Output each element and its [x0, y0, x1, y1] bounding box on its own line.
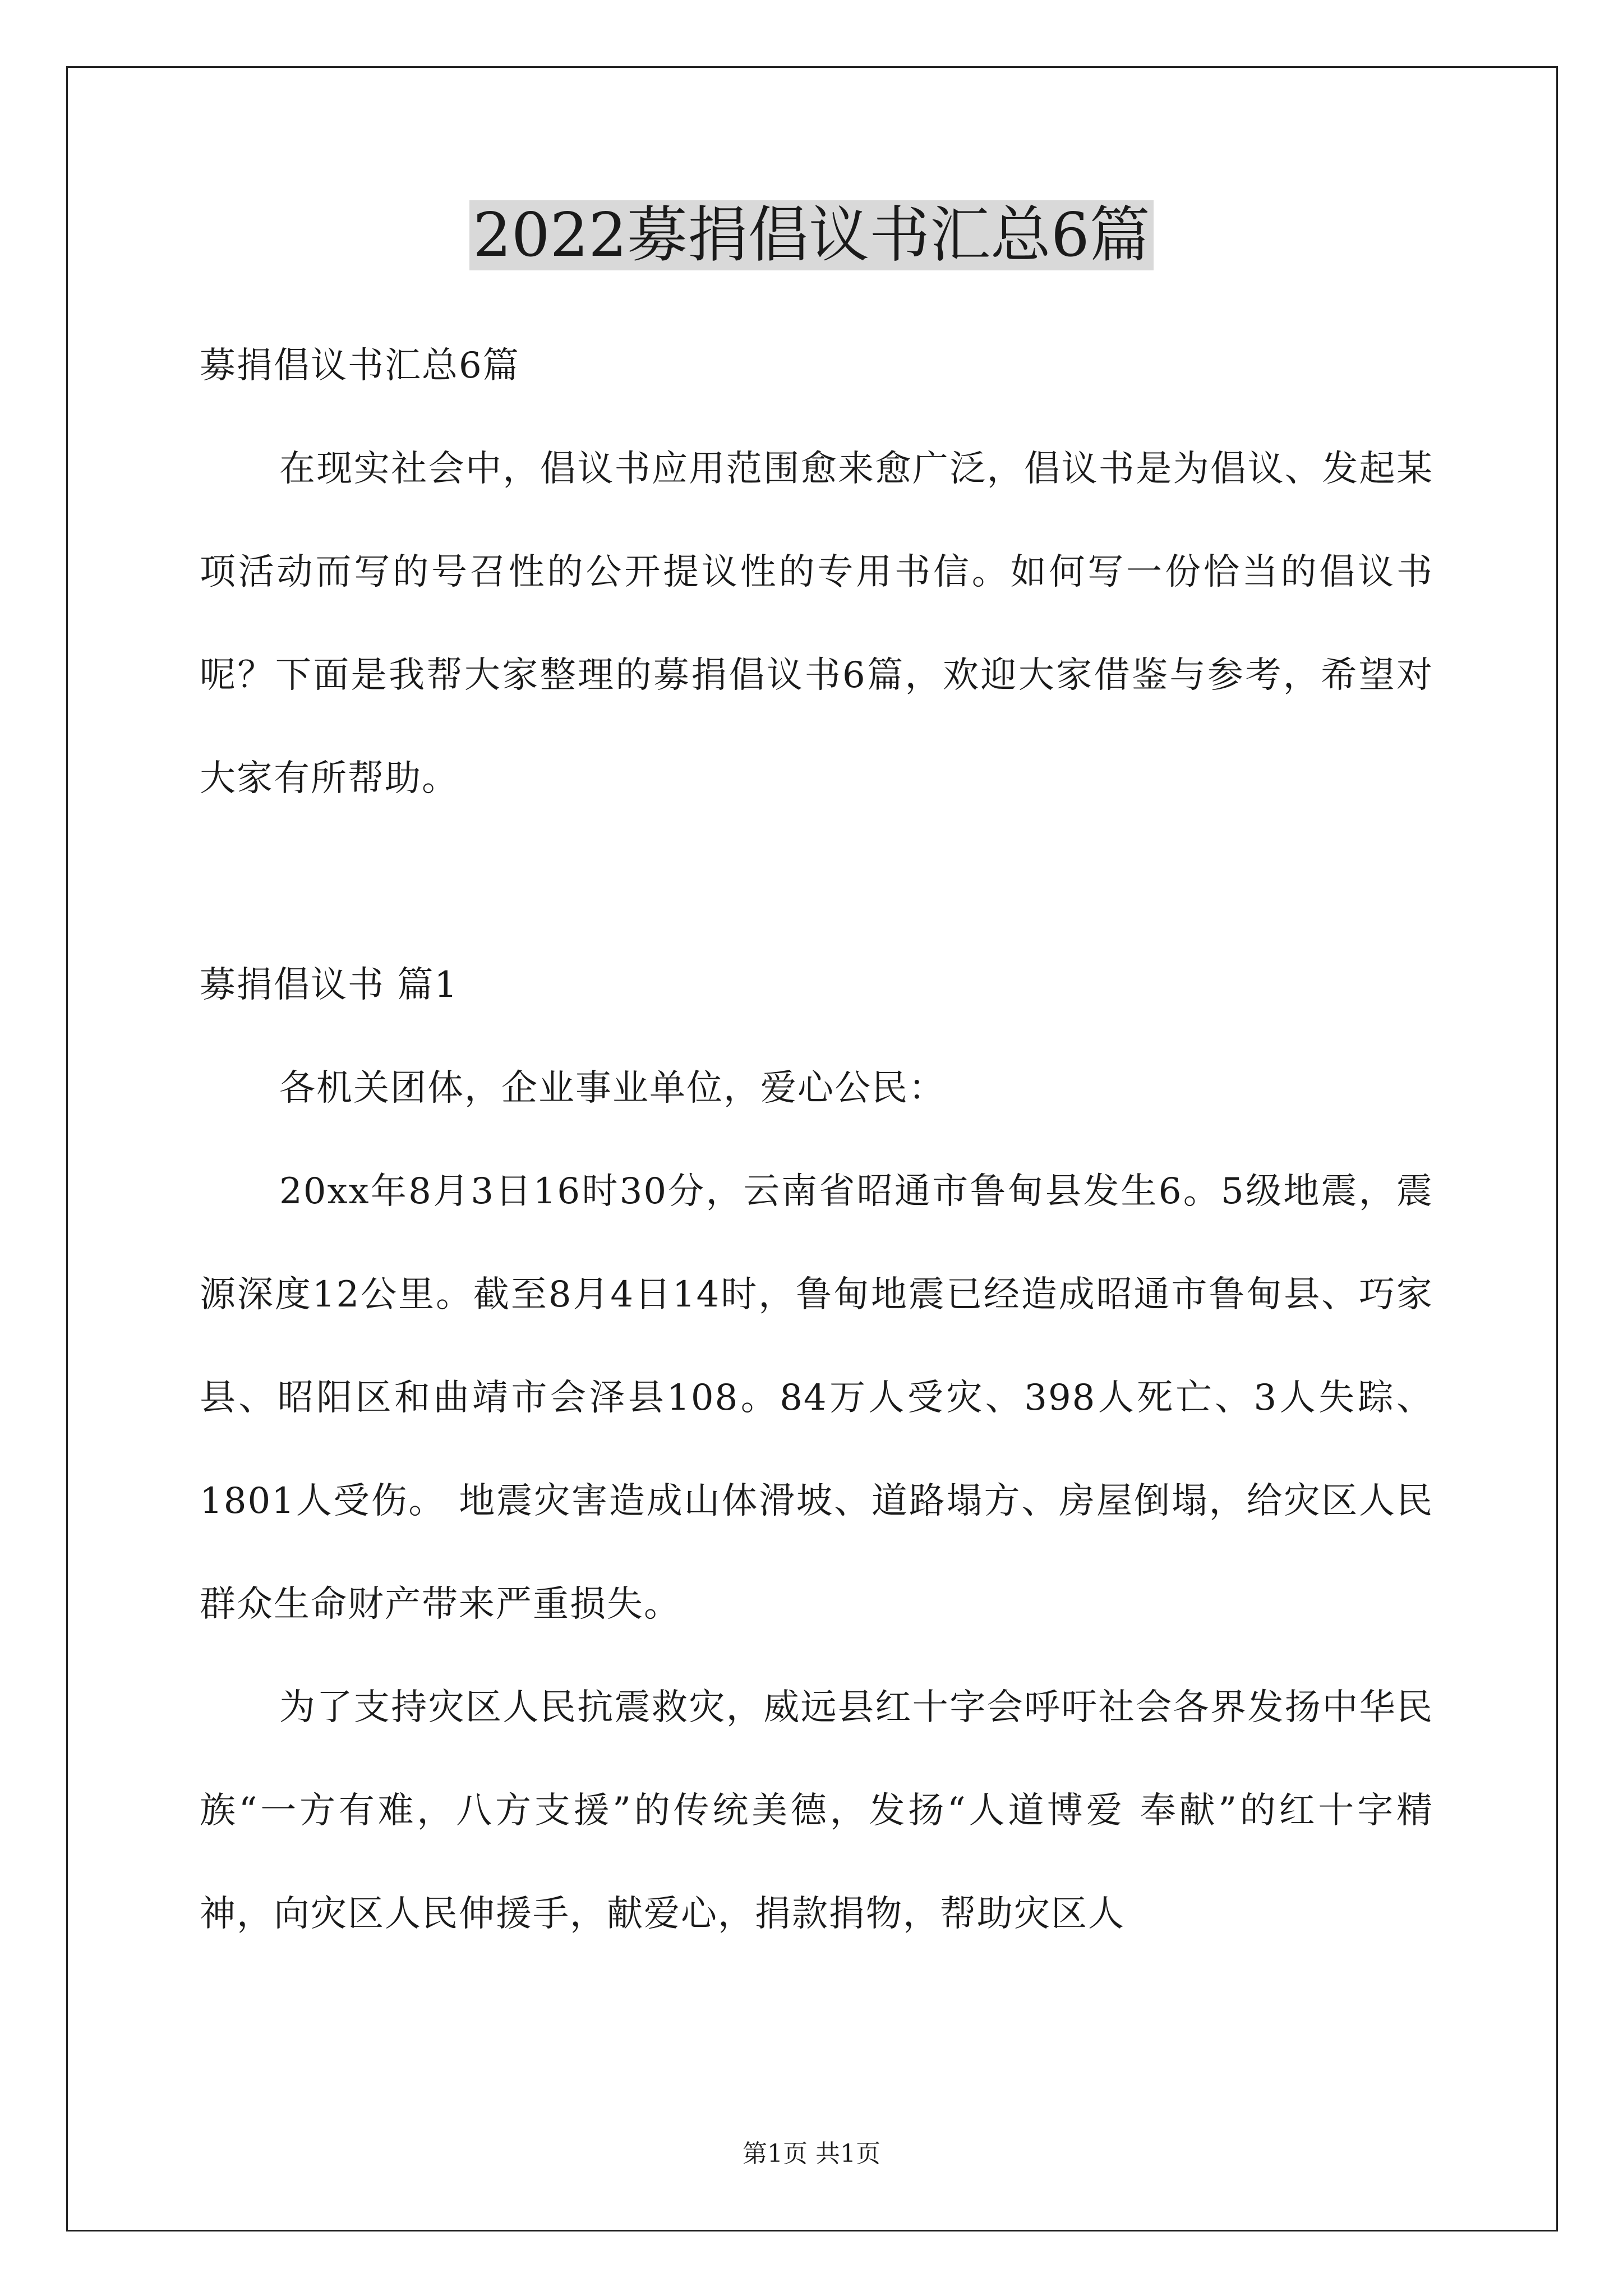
document-title — [0, 194, 1623, 278]
intro-paragraph: 在现实社会中，倡议书应用范围愈来愈广泛，倡议书是为倡议、发起某项活动而写的号召性的公开提议性的专用书信。如何写一份恰当的倡议书呢？下面是我帮大家整理的募捐倡议书6篇，欢迎大家借鉴与参考，希望对大家有所帮助。 — [200, 448, 1433, 799]
document-body — [200, 314, 1433, 1966]
page-footer: 第1页 共1页 — [743, 2139, 880, 2168]
body-paragraph-1: 20xx年8月3日16时30分，云南省昭通市鲁甸县发生6。5级地震，震源深度12公里。截至8月4日14时，鲁甸地震已经造成昭通市鲁甸县、巧家县、昭阳区和曲靖市会泽县108。84万人受灾、398人死亡、3人失踪、1801人受伤。 地震灾害造成山体滑坡、道路塌方、房屋倒塌，给灾区人民群众生命财产带来严重损失。 — [200, 1171, 1433, 1625]
body-paragraph-2: 为了支持灾区人民抗震救灾，威远县红十字会呼吁社会各界发扬中华民族“一方有难，八方支援”的传统美德，发扬“人道博爱 奉献”的红十字精神，向灾区人民伸援手，献爱心，捐款捐物，帮助灾区人 — [200, 1687, 1433, 1935]
section-heading: 募捐倡议书 篇1 — [200, 964, 459, 1006]
salutation: 各机关团体，企业事业单位，爱心公民： — [279, 1068, 946, 1109]
document-subtitle: 募捐倡议书汇总6篇 — [200, 345, 520, 386]
paragraph-spacer — [200, 830, 1433, 933]
document-title-text: 2022募捐倡议书汇总6篇 — [469, 200, 1154, 270]
